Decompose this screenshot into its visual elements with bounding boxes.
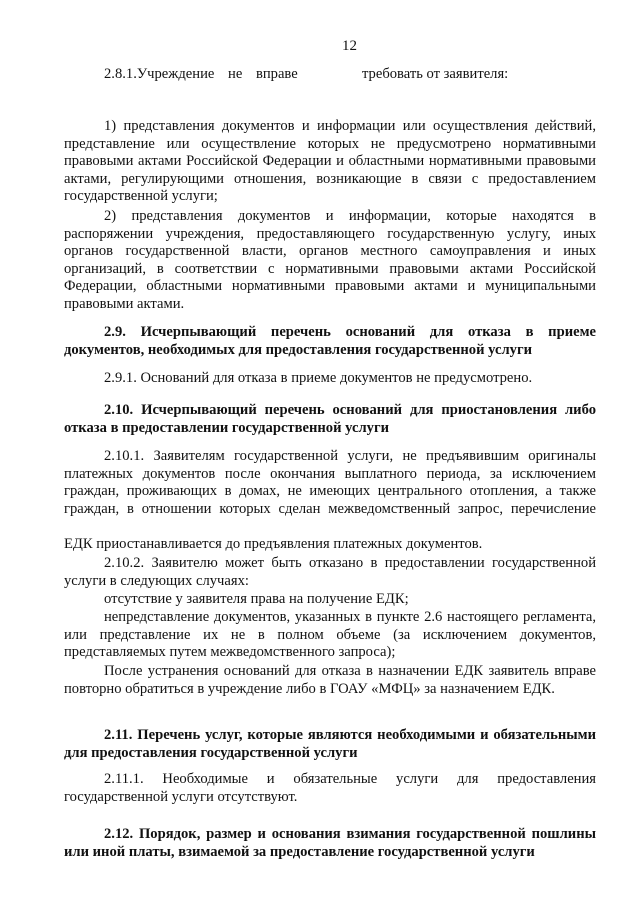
section-2-8-1-item-2: 2) представления документов и информации, которые находятся в распоряжении учреждения, предоставляющего государственную услугу, иных органов государственной власти, органов местного самоуправления и иных организаций, в соответствии с нормативными правовыми актами Российской Федерации, областными нормативными правовыми актами и муниципальными правовыми актами. <box>64 208 596 312</box>
section-2-11-1: 2.11.1. Необходимые и обязательные услуги для предоставления государственной услуги отсутствуют. <box>64 771 596 805</box>
section-2-10-1: 2.10.1. Заявителям государственной услуги, не предъявившим оригиналы платежных документов после окончания выплатного периода, за исключением граждан, проживающих в домах, не имеющих центрального отопления, а также граждан, в отношении которых сделан межведомственный запрос, перечисление <box>64 448 596 517</box>
section-2-10-2-item-c: После устранения оснований для отказа в назначении ЕДК заявитель вправе повторно обратиться в учреждение либо в ГОАУ «МФЦ» за назначением ЕДК. <box>64 663 596 697</box>
section-2-9-1: 2.9.1. Оснований для отказа в приеме документов не предусмотрено. <box>104 370 533 386</box>
heading-2-11: 2.11. Перечень услуг, которые являются необходимыми и обязательными для предоставления государственной услуги <box>64 727 596 761</box>
section-2-10-2-item-a: отсутствие у заявителя права на получение ЕДК; <box>104 591 409 607</box>
heading-2-12: 2.12. Порядок, размер и основания взимания государственной пошлины или иной платы, взимаемой за предоставление государственной услуги <box>64 826 596 860</box>
section-2-10-2-item-b: непредставление документов, указанных в пункте 2.6 настоящего регламента, или представление их не в полном объеме (за исключением документов, представляемых путем межведомственного запроса); <box>64 609 596 661</box>
section-2-10-1-continuation: ЕДК приостанавливается до предъявления платежных документов. <box>64 536 483 552</box>
section-2-8-1-item-1: 1) представления документов и информации или осуществления действий, представление или осуществление которых не предусмотрено нормативными правовыми актами Российской Федерации и областными нормативными правовыми актами, регулирующими отношения, возникающие в связи с предоставлением государственной услуги; <box>64 118 596 205</box>
page-number: 12 <box>342 38 357 54</box>
heading-2-9: 2.9. Исчерпывающий перечень оснований для отказа в приеме документов, необходимых для предоставления государственной услуги <box>64 324 596 358</box>
section-2-8-1-lead-text: 2.8.1.Учреждение не вправе <box>104 66 298 82</box>
section-2-8-1-lead-tail: требовать от заявителя: <box>362 66 509 82</box>
section-2-10-2: 2.10.2. Заявителю может быть отказано в предоставлении государственной услуги в следующих случаях: <box>64 555 596 589</box>
section-2-8-1-lead <box>104 66 524 84</box>
heading-2-10: 2.10. Исчерпывающий перечень оснований для приостановления либо отказа в предоставлении государственной услуги <box>64 402 596 436</box>
